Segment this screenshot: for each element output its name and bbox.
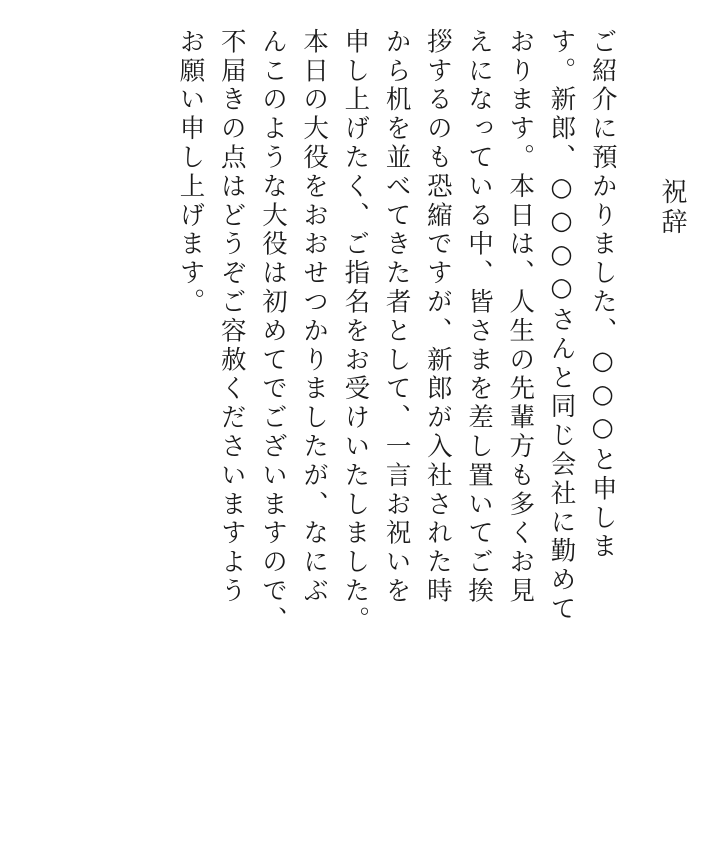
text-line: 不届きの点はどうぞご容赦くださいますよう xyxy=(216,28,247,606)
text-line: す。新郎、○○○○さんと同じ会社に勤めて xyxy=(546,28,577,624)
text-line: 申し上げたく、ご指名をお受けいたしました。 xyxy=(340,28,371,635)
document-title: 祝辞 xyxy=(657,178,687,238)
text-line: から机を並べてきた者として、一言お祝いを xyxy=(381,28,412,606)
text-line: 本日の大役をおおせつかりましたが、なにぶ xyxy=(299,28,330,606)
text-line: 拶するのも恐縮ですが、新郎が入社された時 xyxy=(422,28,453,606)
text-line: えになっている中、皆さまを差し置いてご挨 xyxy=(464,28,495,606)
text-line: おります。本日は、人生の先輩方も多くお見 xyxy=(505,28,536,606)
vertical-text-body xyxy=(26,28,689,836)
text-line: んこのような大役は初めてでございますので、 xyxy=(257,28,288,635)
text-line: お願い申し上げます。 xyxy=(175,28,206,317)
text-line: ご紹介に預かりました、○○○と申しま xyxy=(587,28,618,562)
